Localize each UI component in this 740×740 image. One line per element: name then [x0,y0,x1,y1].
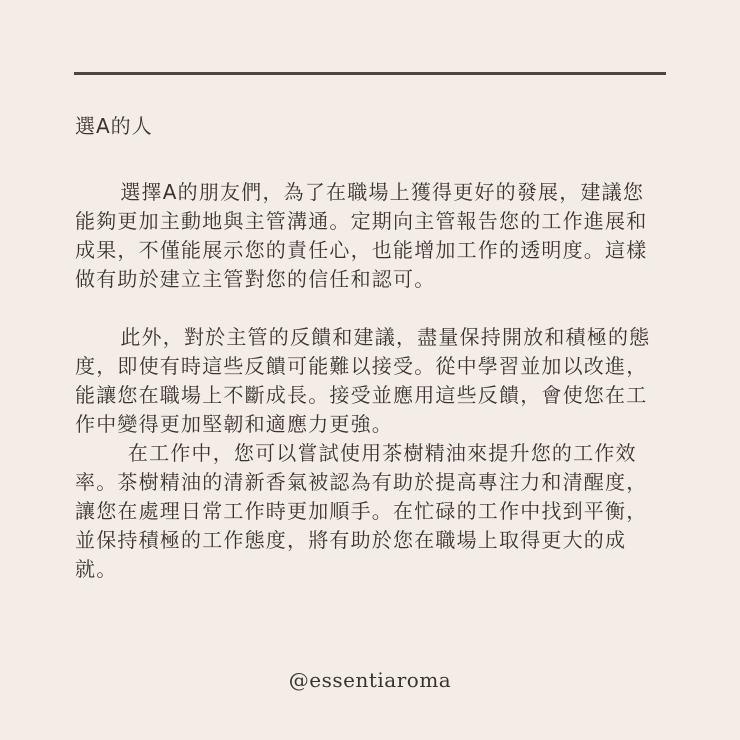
article-body [75,178,665,584]
paragraph-feedback: 此外，對於主管的反饋和建議，盡量保持開放和積極的態度，即使有時這些反饋可能難以接受。從中學習並加以改進，能讓您在職場上不斷成長。接受並應用這些反饋，會使您在工作中變得更加堅韌和適應力更強。 [75,325,651,436]
top-divider [74,72,666,75]
paragraph-communication: 選擇A的朋友們，為了在職場上獲得更好的發展，建議您能夠更加主動地與主管溝通。定期向主管報告您的工作進展和成果，不僅能展示您的責任心，也能增加工作的透明度。這樣做有助於建立主管對您的信任和認可。 [75,180,648,291]
paragraph-tea-tree-oil: 在工作中，您可以嘗試使用茶樹精油來提升您的工作效率。茶樹精油的清新香氣被認為有助於提高專注力和清醒度，讓您在處理日常工作時更加順手。在忙碌的工作中找到平衡，並保持積極的工作態度，將有助於您在職場上取得更大的成就。 [75,441,648,581]
account-handle: @essentiaroma [288,668,452,692]
section-heading: 選A的人 [75,114,153,138]
